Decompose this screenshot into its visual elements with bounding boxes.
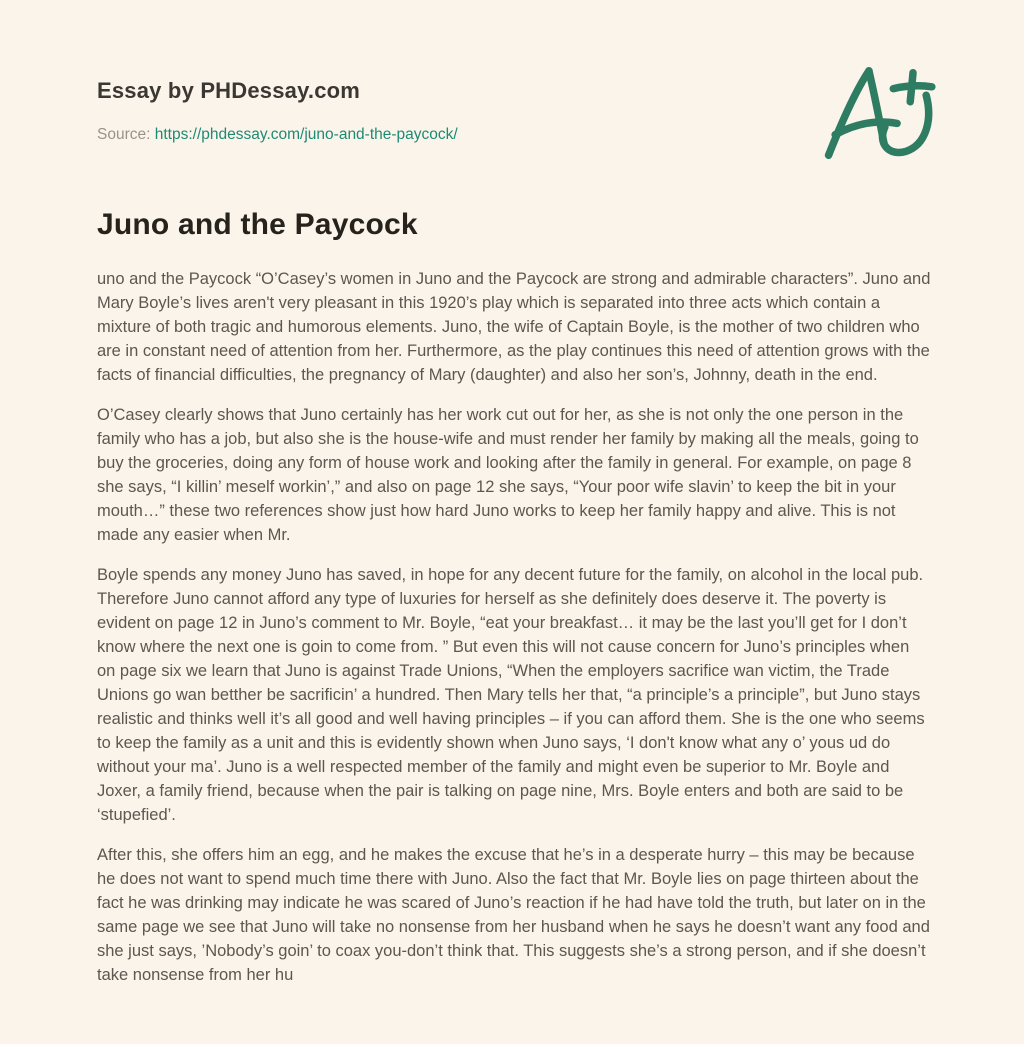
- source-line: [97, 126, 932, 144]
- article-paragraph: uno and the Paycock “O’Casey’s women in Juno and the Paycock are strong and admirable characters”. Juno and Mary Boyle’s lives aren't very pleasant in this 1920’s play which is separated into three acts which contain a mixture of both tragic and humorous elements. Juno, the wife of Captain Boyle, is the mother of two children who are in constant need of attention from her. Furthermore, as the play continues this need of attention grows with the facts of financial difficulties, the pregnancy of Mary (daughter) and also her son’s, Johnny, death in the end.: [97, 270, 931, 384]
- article-body: [97, 267, 932, 987]
- a-plus-logo-icon: [822, 62, 944, 166]
- page-header-title: Essay by PHDessay.com: [97, 78, 361, 103]
- source-url-link[interactable]: https://phdessay.com/juno-and-the-paycock/: [154, 126, 458, 143]
- article-title: Juno and the Paycock: [97, 208, 418, 241]
- source-label: Source:: [97, 126, 151, 143]
- article-paragraph: After this, she offers him an egg, and he makes the excuse that he’s in a desperate hurry – this may be because he does not want to spend much time there with Juno. Also the fact that Mr. Boyle lies on page thirteen about the fact he was drinking may indicate he was scared of Juno’s reaction if he had have told the truth, but later on in the same page we see that Juno will take no nonsense from her husband when he says he doesn’t want any food and she just says, ’Nobody’s goin’ to coax you-don’t think that. This suggests she’s a strong person, and if she doesn’t take nonsense from her hu: [97, 846, 930, 984]
- article-paragraph: O’Casey clearly shows that Juno certainly has her work cut out for her, as she is not only the one person in the family who has a job, but also she is the house-wife and must render her family by making all the meals, going to buy the groceries, doing any form of house work and looking after the family in general. For example, on page 8 she says, “I killin’ meself workin’,” and also on page 12 she says, “Your poor wife slavin’ to keep the bit in your mouth…” these two references show just how hard Juno works to keep her family happy and alive. This is not made any easier when Mr.: [97, 406, 919, 544]
- article-paragraph: Boyle spends any money Juno has saved, in hope for any decent future for the family, on alcohol in the local pub. Therefore Juno cannot afford any type of luxuries for herself as she definitely does deserve it. The poverty is evident on page 12 in Juno’s comment to Mr. Boyle, “eat your breakfast… it may be the last you’ll get for I don’t know where the next one is goin to come from. ” But even this will not cause concern for Juno’s principles when on page six we learn that Juno is against Trade Unions, “When the employers sacrifice wan victim, the Trade Unions go wan betther be sacrificin’ a hundred. Then Mary tells her that, “a principle’s a principle”, but Juno stays realistic and thinks well it’s all good and well having principles – if you can afford them. She is the one who seems to keep the family as a unit and this is evidently shown when Juno says, ‘I don't know what any o’ yous ud do without your ma’. Juno is a well respected member of the family and might even be superior to Mr. Boyle and Joxer, a family friend, because when the pair is talking on page nine, Mrs. Boyle enters and both are said to be ‘stupefied’.: [97, 566, 925, 824]
